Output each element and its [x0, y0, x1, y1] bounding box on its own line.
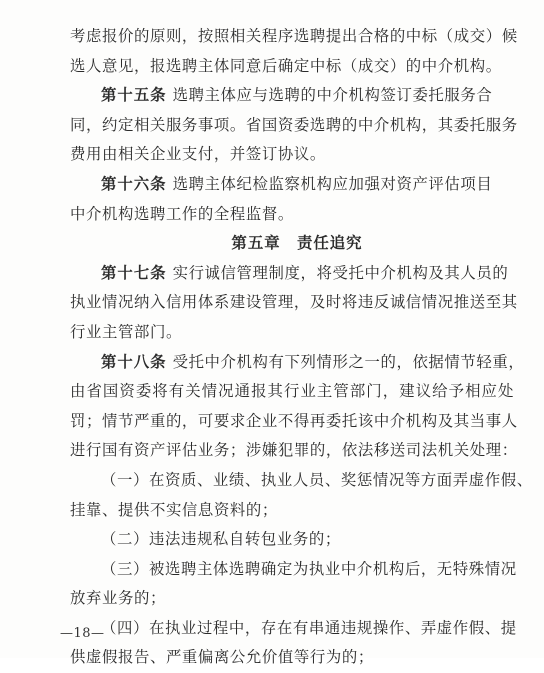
- text-line: [70, 318, 514, 348]
- text-line: [70, 496, 514, 526]
- line-text: 罚；情节严重的，可要求企业不得再委托该中介机构及其当事人: [70, 411, 518, 430]
- line-text: 实行诚信管理制度，将受托中介机构及其人员的: [172, 263, 509, 282]
- line-text: 供虚假报告、严重偏离公允价值等行为的；: [70, 648, 374, 667]
- article-number: 第十五条: [101, 86, 167, 105]
- line-text: 挂靠、提供不实信息资料的；: [70, 500, 278, 519]
- body-text: [70, 22, 533, 673]
- line-text: 费用由相关企业支付，并签订协议。: [70, 145, 326, 164]
- chapter-heading: [70, 229, 514, 259]
- line-text: 考虑报价的原则，按照相关程序选聘提出合格的中标（成交）候: [70, 27, 518, 45]
- list-item-3: [70, 555, 517, 585]
- line-text: 进行国有资产评估业务；涉嫌犯罪的，依法移送司法机关处理：: [70, 441, 518, 460]
- list-item-2: [70, 525, 514, 555]
- page-number: —18—: [60, 626, 105, 641]
- text-line: [70, 643, 514, 673]
- line-text: 放弃业务的；: [70, 589, 166, 608]
- article-17-line: [70, 259, 514, 289]
- line-text: 中介机构选聘工作的全程监督。: [70, 204, 294, 223]
- text-line: [70, 288, 518, 318]
- line-text: 选聘主体纪检监察机构应加强对资产评估项目: [172, 174, 493, 193]
- text-line: [70, 584, 514, 614]
- line-text: 由省国资委将有关情况通报其行业主管部门，建议给予相应处: [70, 382, 514, 401]
- text-line: [70, 436, 518, 466]
- text-line: [70, 377, 514, 407]
- list-item-1: [70, 466, 533, 496]
- text-line: [70, 407, 518, 437]
- article-number: 第十八条: [101, 352, 167, 371]
- article-number: 第十七条: [101, 263, 167, 282]
- article-18-line: [70, 348, 525, 378]
- article-number: 第十六条: [101, 174, 167, 193]
- text-line: [70, 111, 518, 141]
- line-text: 受托中介机构有下列情形之一的，依据情节轻重，: [172, 352, 525, 371]
- line-text: 行业主管部门。: [70, 322, 182, 341]
- line-text: （二）违法违规私自转包业务的；: [101, 530, 341, 549]
- article-16-line: [70, 170, 514, 200]
- line-text: （四）在执业过程中，存在有串通违规操作、弄虚作假、提: [101, 618, 517, 637]
- line-text: （三）被选聘主体选聘确定为执业中介机构后，无特殊情况: [101, 559, 517, 578]
- text-line: [70, 52, 514, 82]
- line-text: 同，约定相关服务事项。省国资委选聘的中介机构，其委托服务: [70, 115, 518, 134]
- text-line: [70, 22, 518, 52]
- line-text: 选聘主体应与选聘的中介机构签订委托服务合: [172, 86, 493, 105]
- article-15-line: [70, 81, 514, 111]
- text-line: [70, 200, 514, 230]
- chapter-title: 第五章 责任追究: [231, 234, 363, 253]
- line-text: （一）在资质、业绩、执业人员、奖惩情况等方面弄虚作假、: [101, 470, 533, 489]
- list-item-4: [70, 614, 517, 644]
- text-line: [70, 140, 514, 170]
- line-text: 执业情况纳入信用体系建设管理，及时将违反诚信情况推送至其: [70, 293, 518, 312]
- line-text: 选人意见，报选聘主体同意后确定中标（成交）的中介机构。: [70, 56, 502, 75]
